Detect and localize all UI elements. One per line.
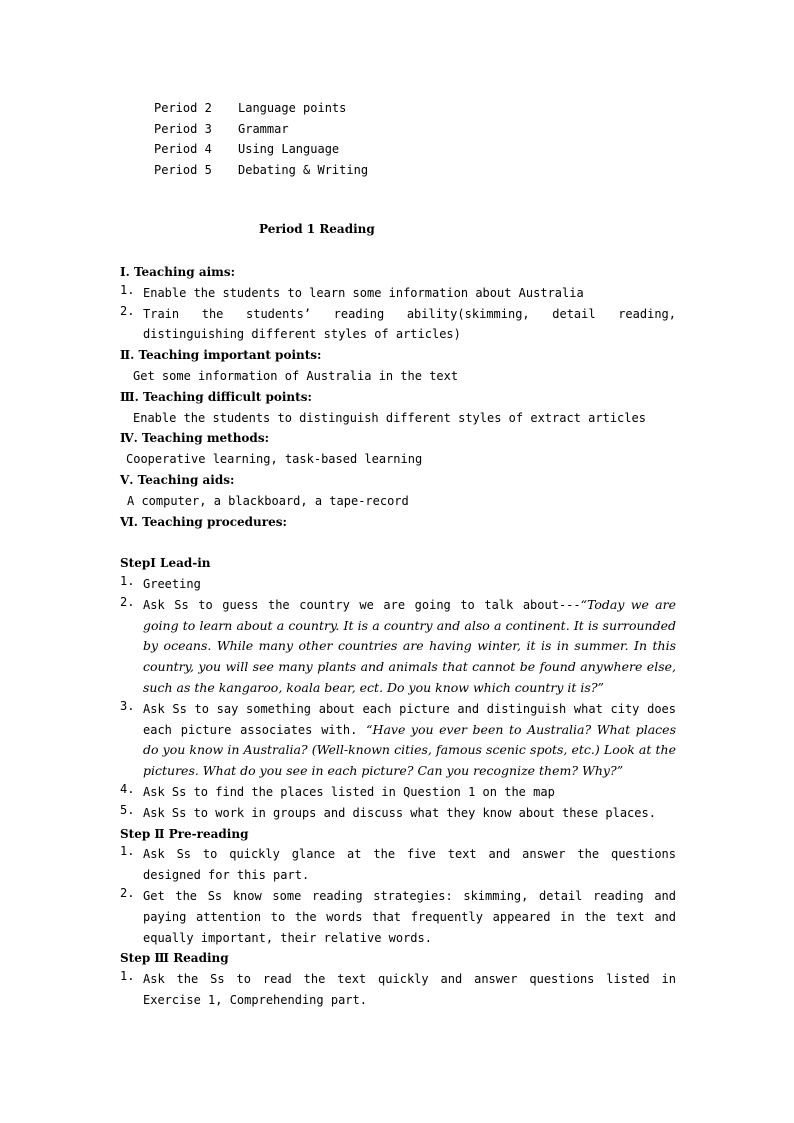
period-number: Period 5 bbox=[154, 163, 212, 178]
page-title: Period 1 Reading bbox=[259, 222, 375, 236]
step-3-heading: Step Ⅲ Reading bbox=[120, 951, 229, 966]
period-number: Period 2 bbox=[154, 101, 212, 115]
period-number: Period 4 bbox=[154, 142, 212, 157]
teacher-quote: “Have you ever been to Australia? What places do you know in Australia? (Well-known cities, famous scenic spots, etc.) Look at the pictures. What do you see in each picture? Can you recognize them? Why?” bbox=[143, 721, 676, 779]
list-number: 1. bbox=[120, 844, 135, 859]
list-item bbox=[120, 803, 676, 824]
list-number: 3. bbox=[120, 698, 135, 713]
list-text: Ask Ss to work in groups and discuss what they know about these places. bbox=[143, 805, 656, 820]
list-item bbox=[120, 283, 676, 304]
spacer bbox=[120, 532, 676, 553]
list-item bbox=[120, 969, 676, 1011]
teaching-aids-heading: Ⅴ. Teaching aids: bbox=[120, 472, 235, 487]
list-number: 1. bbox=[120, 969, 135, 984]
important-points-text: Get some information of Australia in the text bbox=[133, 368, 459, 383]
period-row bbox=[154, 160, 368, 181]
teaching-methods-text: Cooperative learning, task-based learning bbox=[126, 452, 423, 467]
list-text: Greeting bbox=[143, 576, 201, 591]
period-number: Period 3 bbox=[154, 121, 212, 136]
list-item bbox=[120, 574, 676, 595]
list-number: 1. bbox=[120, 573, 135, 588]
teacher-quote: “Today we are going to learn about a country. It is a country and also a continent. It is surrounded by oceans. While many other countries are having winter, it is in summer. In this country, you will see many plants and animals that cannot be found anywhere else, such as the kangaroo, koala bear, ect. Do you know which country it is?” bbox=[143, 596, 676, 695]
instruction-text: Ask Ss to say something about each picture and distinguish what city does each picture associates with. bbox=[143, 701, 676, 737]
period-row bbox=[154, 119, 368, 140]
teaching-procedures-heading: Ⅵ. Teaching procedures: bbox=[120, 514, 287, 529]
teaching-aims-heading: Ⅰ. Teaching aims: bbox=[120, 265, 236, 279]
lesson-body bbox=[120, 262, 676, 1011]
period-row bbox=[154, 139, 368, 160]
list-item bbox=[120, 595, 676, 699]
period-topic: Grammar bbox=[238, 121, 289, 136]
list-item bbox=[120, 782, 676, 803]
teaching-methods-heading: Ⅳ. Teaching methods: bbox=[120, 431, 269, 446]
list-item bbox=[120, 886, 676, 948]
list-text: Train the students’ reading ability(skimming, detail reading, distinguishing different styles of articles) bbox=[143, 306, 676, 342]
period-list bbox=[154, 98, 368, 181]
list-text bbox=[143, 699, 676, 782]
step-2-heading: Step Ⅱ Pre-reading bbox=[120, 826, 249, 841]
list-number: 1. bbox=[120, 282, 135, 297]
list-text: Ask Ss to find the places listed in Question 1 on the map bbox=[143, 784, 555, 799]
important-points-heading: Ⅱ. Teaching important points: bbox=[120, 348, 322, 363]
period-topic: Debating & Writing bbox=[238, 163, 369, 178]
difficult-points-text: Enable the students to distinguish different styles of extract articles bbox=[133, 410, 646, 425]
list-item bbox=[120, 699, 676, 782]
instruction-text: Ask Ss to guess the country we are going to talk about--- bbox=[143, 597, 581, 612]
list-text: Ask Ss to quickly glance at the five text and answer the questions designed for this part. bbox=[143, 847, 676, 883]
difficult-points-heading: Ⅲ. Teaching difficult points: bbox=[120, 389, 312, 404]
list-text: Get the Ss know some reading strategies: skimming, detail reading and paying attention to the words that frequently appeared in the text and equally important, their relative words. bbox=[143, 888, 676, 945]
period-row bbox=[154, 98, 368, 119]
list-text: Ask the Ss to read the text quickly and answer questions listed in Exercise 1, Comprehending part. bbox=[143, 972, 676, 1007]
list-text: Enable the students to learn some information about Australia bbox=[143, 285, 584, 300]
list-number: 2. bbox=[120, 303, 135, 318]
period-topic: Using Language bbox=[238, 142, 340, 157]
list-number: 2. bbox=[120, 885, 135, 900]
list-number: 4. bbox=[120, 781, 135, 796]
list-number: 2. bbox=[120, 594, 135, 609]
list-text bbox=[143, 595, 676, 699]
step-1-heading: StepⅠ Lead-in bbox=[120, 556, 211, 571]
list-item bbox=[120, 304, 676, 346]
list-item bbox=[120, 844, 676, 886]
period-topic: Language points bbox=[238, 101, 347, 115]
list-number: 5. bbox=[120, 802, 135, 817]
teaching-aids-text: A computer, a blackboard, a tape-record bbox=[127, 493, 409, 508]
